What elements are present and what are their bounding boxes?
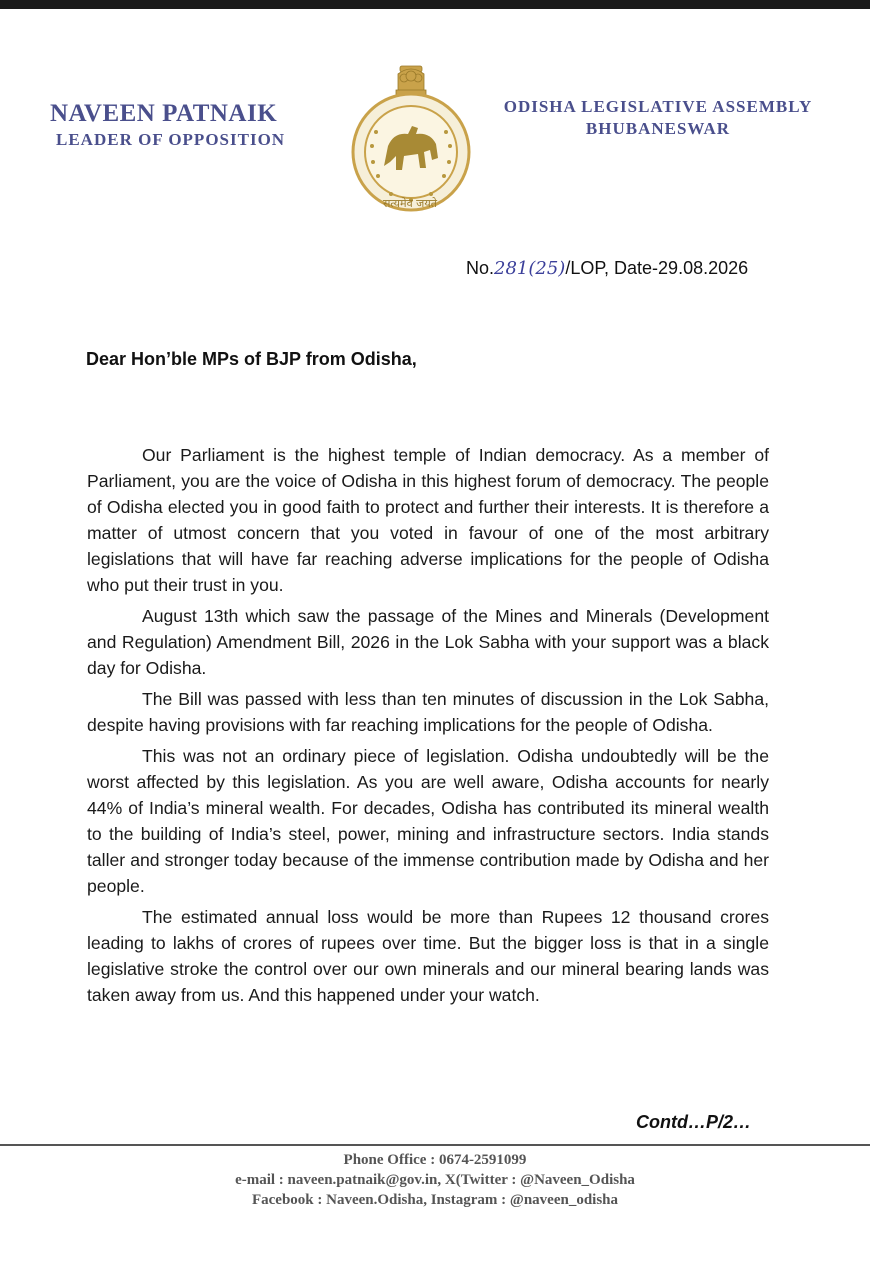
assembly-name: ODISHA LEGISLATIVE ASSEMBLY — [503, 97, 813, 116]
reference-suffix: /LOP, Date-29.08.2026 — [565, 258, 749, 278]
top-border — [0, 0, 870, 9]
letter-body — [87, 442, 769, 1008]
paragraph: The Bill was passed with less than ten minutes of discussion in the Lok Sabha, despite having provisions with far reaching implications for the people of Odisha. — [87, 689, 769, 735]
paragraph: This was not an ordinary piece of legislation. Odisha undoubtedly will be the worst affected by this legislation. As you are well aware, Odisha accounts for nearly 44% of India’s mineral wealth. For decades, Odisha has contributed its mineral wealth to the building of India’s steel, power, mining and infrastructure sectors. India stands taller and stronger today because of the immense contribution made by Odisha and her people. — [87, 746, 769, 896]
salutation: Dear Hon’ble MPs of BJP from Odisha, — [86, 349, 417, 369]
assembly-city: BHUBANESWAR — [585, 119, 731, 138]
paragraph: Our Parliament is the highest temple of Indian democracy. As a member of Parliament, you are the voice of Odisha in this highest forum of democracy. The people of Odisha elected you in good faith to protect and further their interests. It is therefore a matter of utmost concern that you voted in favour of one of the most arbitrary legislations that will have far reaching adverse implications for the people of Odisha who put their trust in you. — [87, 445, 769, 595]
emblem-motto: सत्यमेव जयते — [382, 197, 437, 210]
footer — [0, 1150, 870, 1210]
footer-divider — [0, 1144, 870, 1146]
footer-email: e-mail : naveen.patnaik@gov.in, X(Twitter : @Naveen_Odisha — [235, 1172, 635, 1188]
paragraph: The estimated annual loss would be more than Rupees 12 thousand crores leading to lakhs of crores of rupees over time. But the bigger loss is that in a single legislative stroke the control over our own minerals and our mineral bearing lands was taken away from us. And this happened under your watch. — [87, 907, 769, 1005]
footer-social: Facebook : Naveen.Odisha, Instagram : @naveen_odisha — [251, 1192, 619, 1208]
handwritten-reference-number: 281(25) — [494, 258, 566, 279]
continued-note: Contd…P/2… — [636, 1112, 751, 1132]
sender-name: NAVEEN PATNAIK — [50, 100, 278, 127]
footer-phone: Phone Office : 0674-2591099 — [343, 1152, 527, 1168]
reference-prefix: No. — [466, 258, 495, 278]
reference-line — [466, 258, 748, 279]
letterhead-right — [488, 96, 828, 140]
sender-role: LEADER OF OPPOSITION — [56, 130, 286, 149]
letterhead-left — [50, 100, 310, 152]
paragraph: August 13th which saw the passage of the Mines and Minerals (Development and Regulation) Amendment Bill, 2026 in the Lok Sabha with your support was a black day for Odisha. — [87, 606, 769, 678]
